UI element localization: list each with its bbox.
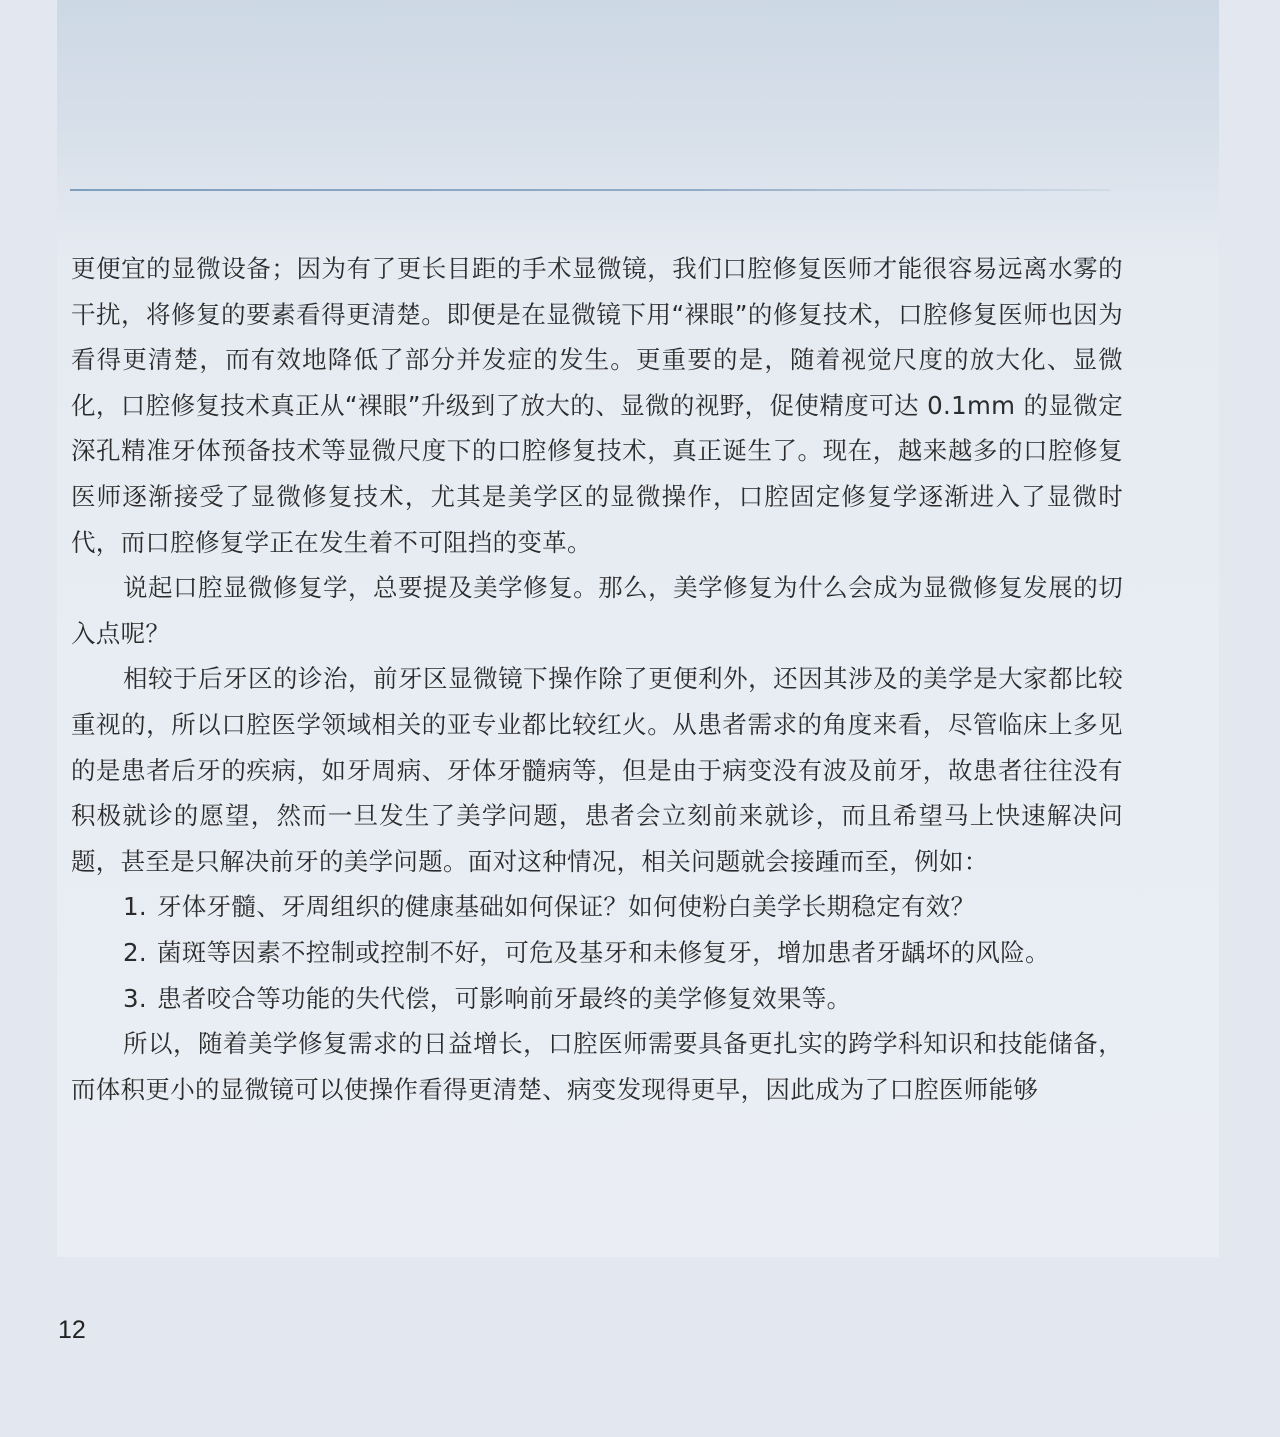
list-text: 牙体牙髓、牙周组织的健康基础如何保证？如何使粉白美学长期稳定有效？: [157, 892, 976, 922]
article-body: [71, 246, 1123, 1112]
paragraph-closing: 所以，随着美学修复需求的日益增长，口腔医师需要具备更扎实的跨学科知识和技能储备，而体积更小的显微镜可以使操作看得更清楚、病变发现得更早，因此成为了口腔医师能够: [71, 1029, 1123, 1104]
list-item-3: [71, 976, 1123, 1022]
header-divider: [70, 189, 1110, 191]
page-number: 12: [58, 1316, 86, 1344]
list-text: 患者咬合等功能的失代偿，可影响前牙最终的美学修复效果等。: [157, 983, 852, 1013]
list-item-2: [71, 930, 1123, 976]
list-number: 1.: [123, 892, 147, 922]
paragraph-2: 说起口腔显微修复学，总要提及美学修复。那么，美学修复为什么会成为显微修复发展的切入点呢？: [71, 573, 1123, 648]
paragraph-3: 相较于后牙区的诊治，前牙区显微镜下操作除了更便利外，还因其涉及的美学是大家都比较重视的，所以口腔医学领域相关的亚专业都比较红火。从患者需求的角度来看，尽管临床上多见的是患者后牙的疾病，如牙周病、牙体牙髓病等，但是由于病变没有波及前牙，故患者往往没有积极就诊的愿望，然而一旦发生了美学问题，患者会立刻前来就诊，而且希望马上快速解决问题，甚至是只解决前牙的美学问题。面对这种情况，相关问题就会接踵而至，例如：: [71, 664, 1123, 876]
paragraph-1: 更便宜的显微设备；因为有了更长目距的手术显微镜，我们口腔修复医师才能很容易远离水雾的干扰，将修复的要素看得更清楚。即便是在显微镜下用“裸眼”的修复技术，口腔修复医师也因为看得更清楚，而有效地降低了部分并发症的发生。更重要的是，随着视觉尺度的放大化、显微化，口腔修复技术真正从“裸眼”升级到了放大的、显微的视野，促使精度可达 0.1mm 的显微定深孔精准牙体预备技术等显微尺度下的口腔修复技术，真正诞生了。现在，越来越多的口腔修复医师逐渐接受了显微修复技术，尤其是美学区的显微操作，口腔固定修复学逐渐进入了显微时代，而口腔修复学正在发生着不可阻挡的变革。: [71, 254, 1123, 557]
list-item-1: [71, 884, 1123, 930]
list-number: 2.: [123, 937, 147, 967]
list-number: 3.: [123, 983, 147, 1013]
list-text: 菌斑等因素不控制或控制不好，可危及基牙和未修复牙，增加患者牙龋坏的风险。: [157, 937, 1050, 967]
